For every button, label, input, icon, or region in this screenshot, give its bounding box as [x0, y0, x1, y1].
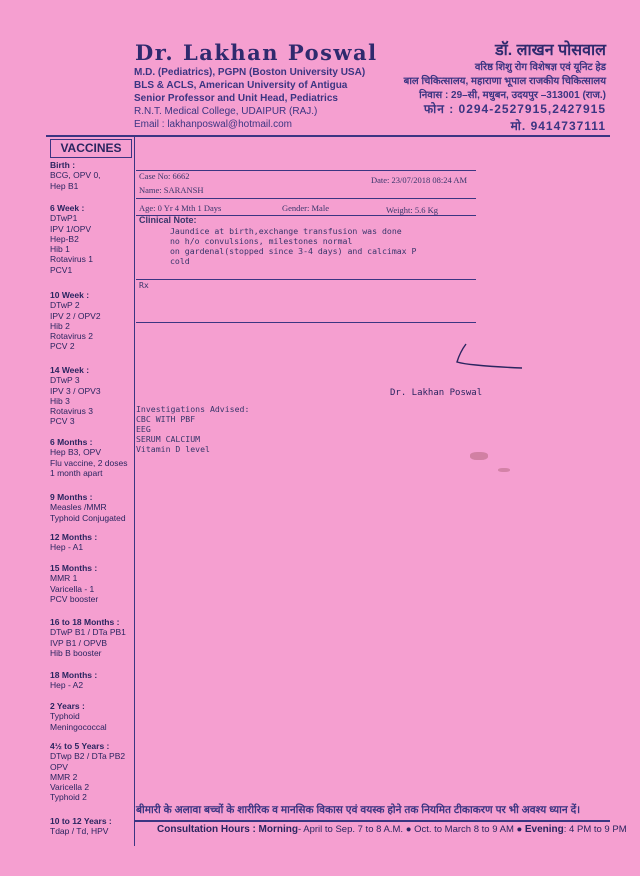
vaccine-item: DTwP1: [50, 213, 78, 224]
vaccine-group-title: 10 Week :: [50, 290, 90, 300]
vaccine-item: MMR 1: [50, 573, 78, 584]
vaccine-item: Hep-B2: [50, 233, 79, 244]
vaccine-item: Tdap / Td, HPV: [50, 826, 109, 837]
vaccine-item: PCV booster: [50, 593, 99, 604]
patient-gender: Gender: Male: [282, 203, 329, 213]
clinical-note-line: on gardenal(stopped since 3-4 days) and calcimax P: [170, 246, 417, 256]
stain-mark: [498, 468, 510, 472]
patient-name: Name: SARANSH: [139, 185, 204, 195]
vaccine-group-title: Birth :: [50, 160, 76, 170]
clinical-note-line: Jaundice at birth,exchange transfusion was done: [170, 226, 402, 236]
hours-label: Consultation Hours :: [157, 824, 256, 835]
consultation-hours: [157, 824, 627, 835]
vaccine-item: DTwp B2 / DTa PB2: [50, 751, 126, 762]
vaccine-group: [50, 203, 93, 275]
vaccine-group-title: 10 to 12 Years :: [50, 816, 112, 826]
vaccine-item: Hep B3, OPV: [50, 447, 102, 458]
vaccine-group: [50, 437, 127, 478]
vaccine-group-title: 9 Months :: [50, 492, 93, 502]
hindi-mobile: मो. 9414737111: [510, 119, 606, 133]
vaccine-group-title: 2 Years :: [50, 701, 85, 711]
vaccine-item: PCV 2: [50, 341, 75, 352]
hindi-line-2: बाल चिकित्सालय, महाराणा भूपाल राजकीय चिकित्सालय: [403, 76, 606, 87]
vaccine-group-title: 16 to 18 Months :: [50, 617, 120, 627]
doctor-name-hindi: डॉ. लाखन पोसवाल: [495, 42, 606, 59]
vaccine-group-title: 18 Months :: [50, 670, 98, 680]
rx-bottom-rule: [136, 322, 476, 323]
vaccine-item: Hib 1: [50, 244, 70, 255]
investigations-label: Investigations Advised:: [136, 404, 250, 414]
vaccine-item: Hib 3: [50, 395, 70, 406]
qualification-line-2: BLS & ACLS, American University of Antigua: [134, 80, 348, 91]
vaccine-group-title: 6 Week :: [50, 203, 85, 213]
patient-weight: Weight: 5.6 Kg: [386, 205, 438, 215]
hindi-address: निवास : 29–सी, मधुबन, उदयपुर –313001 (राज.): [419, 90, 606, 101]
vaccine-item: Typhoid: [50, 711, 80, 722]
clinical-note-label: Clinical Note:: [139, 215, 197, 225]
rx-top-rule: [136, 279, 476, 280]
vaccine-item: Varicella 2: [50, 782, 90, 793]
vaccine-group-title: 14 Week :: [50, 365, 90, 375]
vaccine-item: PCV1: [50, 264, 73, 275]
vaccine-item: Hib B booster: [50, 647, 102, 658]
vaccine-item: DTwP B1 / DTa PB1: [50, 627, 126, 638]
investigation-item: Vitamin D level: [136, 444, 210, 454]
vaccine-group: [50, 670, 97, 691]
hindi-phone: फोन : 0294-2527915,2427915: [423, 102, 606, 116]
investigation-item: SERUM CALCIUM: [136, 434, 201, 444]
vaccine-item: IPV 2 / OPV2: [50, 310, 101, 321]
vaccine-group-title: 4½ to 5 Years :: [50, 741, 110, 751]
vaccine-item: Hib 2: [50, 320, 70, 331]
vaccine-group: [50, 160, 101, 191]
vaccine-item: Flu vaccine, 2 doses: [50, 457, 128, 468]
vaccine-item: Rotavirus 2: [50, 331, 93, 342]
signature-scribble: [452, 342, 528, 372]
college-line: R.N.T. Medical College, UDAIPUR (RAJ.): [134, 106, 318, 117]
vaccine-item: IPV 3 / OPV3: [50, 385, 101, 396]
case-number: Case No: 6662: [139, 171, 190, 181]
vaccine-item: DTwP 3: [50, 375, 80, 386]
clinical-note-line: cold: [170, 256, 190, 266]
vaccine-group: [50, 617, 126, 658]
doctor-name: Dr. Lakhan Poswal: [135, 40, 378, 65]
vaccine-item: Hep - A2: [50, 680, 84, 691]
email-line: Email : lakhanposwal@hotmail.com: [134, 119, 292, 130]
vaccine-item: Rotavirus 1: [50, 254, 93, 265]
vaccine-group: [50, 816, 112, 837]
vaccine-group-title: 12 Months :: [50, 532, 98, 542]
clinical-note-line: no h/o convulsions, milestones normal: [170, 236, 353, 246]
vaccine-group: [50, 532, 97, 553]
case-date: Date: 23/07/2018 08:24 AM: [371, 175, 468, 185]
vaccine-item: IVP B1 / OPVB: [50, 637, 108, 648]
vaccine-item: DTwP 2: [50, 300, 80, 311]
doctor-signature-name: Dr. Lakhan Poswal: [390, 388, 483, 398]
vaccine-item: Rotavirus 3: [50, 406, 93, 417]
vaccine-group: [50, 290, 101, 352]
vaccine-group: [50, 365, 101, 427]
vaccine-item: PCV 3: [50, 416, 75, 427]
vaccines-heading: VACCINES: [50, 139, 132, 158]
vaccine-item: Varicella - 1: [50, 583, 95, 594]
morning-label: Morning: [258, 824, 298, 835]
vaccine-item: Typhoid Conjugated: [50, 512, 126, 523]
vaccine-group-title: 6 Months :: [50, 437, 93, 447]
vaccine-item: Meningococcal: [50, 721, 107, 732]
vaccine-item: Hep - A1: [50, 542, 84, 553]
vaccine-group: [50, 492, 126, 523]
hindi-advisory-note: बीमारी के अलावा बच्चों के शारीरिक व मानसिक विकास एवं वयस्क होने तक नियमित टीकाकरण पर भी अवश्य ध्यान दें।: [136, 804, 581, 816]
qualification-line-1: M.D. (Pediatrics), PGPN (Boston University USA): [134, 67, 366, 78]
investigation-item: CBC WITH PBF: [136, 414, 196, 424]
patient-age: Age: 0 Yr 4 Mth 1 Days: [139, 203, 222, 213]
vaccine-item: OPV: [50, 761, 68, 772]
stain-mark: [470, 452, 488, 460]
vaccine-item: Measles /MMR: [50, 502, 107, 513]
footer-divider: [134, 820, 610, 822]
vaccine-group-title: 15 Months :: [50, 563, 98, 573]
vaccine-item: IPV 1/OPV: [50, 223, 92, 234]
vaccine-item: Hep B1: [50, 180, 79, 191]
evening-label: Evening: [524, 824, 564, 835]
designation-line: Senior Professor and Unit Head, Pediatrics: [134, 93, 338, 104]
evening-hours: : 4 PM to 9 PM: [563, 824, 627, 835]
vaccine-item: BCG, OPV 0,: [50, 170, 101, 181]
morning-hours: - April to Sep. 7 to 8 A.M. ● Oct. to March 8 to 9 AM ●: [297, 824, 523, 835]
investigation-item: EEG: [136, 424, 151, 434]
vaccine-group: [50, 563, 98, 604]
rx-label: Rx: [139, 280, 149, 290]
hindi-line-1: वरिष्ठ शिशु रोग विशेषज्ञ एवं यूनिट हेड: [474, 62, 606, 73]
vaccine-item: MMR 2: [50, 771, 78, 782]
vaccine-group: [50, 741, 125, 803]
vaccine-group: [50, 701, 107, 732]
case-mid-rule: [136, 198, 476, 199]
vaccine-item: 1 month apart: [50, 467, 103, 478]
vaccine-item: Typhoid 2: [50, 792, 87, 803]
